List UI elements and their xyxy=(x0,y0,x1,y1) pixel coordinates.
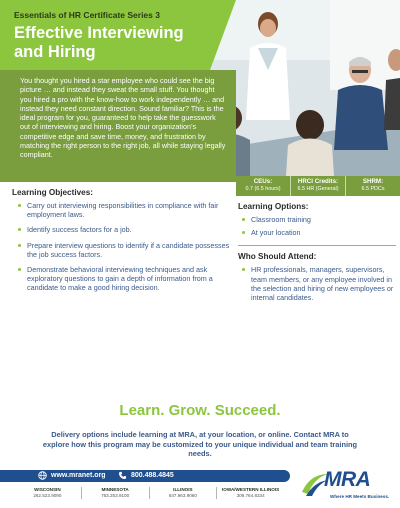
option-text: Classroom training xyxy=(251,215,311,224)
credit-ceus xyxy=(236,176,290,196)
credit-label: HRCI Credits: xyxy=(297,178,339,185)
location-iowa xyxy=(216,487,284,499)
bullet-icon xyxy=(242,268,245,271)
credit-shrm xyxy=(345,176,400,196)
location-phone: 309.764.8334 xyxy=(236,493,265,498)
objectives-heading: Learning Objectives: xyxy=(12,188,93,197)
meeting-photo xyxy=(210,0,400,176)
objective-text: Prepare interview questions to identify if a candidate possesses the job success factors. xyxy=(27,240,230,259)
delivery-text: Delivery options include learning at MRA, at your location, or online. Contact MRA to explore how this program may be customized to your unique individual and team training needs. xyxy=(42,430,358,459)
bullet-icon xyxy=(242,231,245,234)
objective-text: Carry out interviewing responsibilities in compliance with fair employment laws. xyxy=(27,201,219,220)
list-item xyxy=(18,225,230,234)
location-name: ILLINOIS xyxy=(173,487,193,492)
credit-label: SHRM: xyxy=(362,178,384,185)
location-name: WISCONSIN xyxy=(34,487,61,492)
attend-heading: Who Should Attend: xyxy=(238,252,317,262)
credits-bar xyxy=(236,176,400,196)
options-heading: Learning Options: xyxy=(238,202,309,211)
location-name: MINNESOTA xyxy=(101,487,129,492)
objectives-section xyxy=(12,188,230,299)
website-link[interactable] xyxy=(38,471,106,480)
list-item xyxy=(242,228,396,237)
credit-label: CEUs: xyxy=(253,178,273,185)
bullet-icon xyxy=(18,228,21,231)
phone-link[interactable] xyxy=(118,471,174,480)
location-wisconsin xyxy=(14,487,81,499)
attend-text: HR professionals, managers, supervisors, team members, or any employee involved in the selection and hiring of new employees or internal candidates. xyxy=(251,265,394,303)
page-title: Effective Interviewing and Hiring xyxy=(14,24,184,61)
bullet-icon xyxy=(18,268,21,271)
logo-slogan: Where HR Meets Business. xyxy=(330,494,390,499)
credit-value: 0.7 (6.5 hours) xyxy=(245,186,281,192)
logo-text: MRA xyxy=(324,468,371,491)
locations xyxy=(14,487,284,499)
location-phone: 763.253.9100 xyxy=(101,493,130,498)
footer xyxy=(0,470,400,508)
divider xyxy=(238,245,396,246)
location-phone: 847.963.9060 xyxy=(168,493,197,498)
bullet-icon xyxy=(18,244,21,247)
options-list xyxy=(238,215,396,237)
bullet-icon xyxy=(18,204,21,207)
intro-text: You thought you hired a star employee who could see the big picture … and instead they sweat the small stuff. You thought you hired a pro with the know-how to work independently … and instead they need constant direction. Sound familiar? This is the ideal program for you, guaranteed to help take the guesswork out of interviewing and hiring. Boost your organization’s competitive edge and save time, money, and frustration by matching the right person to the right job, all while staying legally compliant. xyxy=(0,70,236,182)
contact-bar xyxy=(0,470,290,482)
location-illinois xyxy=(149,487,217,499)
mra-logo xyxy=(300,468,392,504)
objective-text: Demonstrate behavioral interviewing techniques and ask exploratory questions to gain a depth of information from a candidate to make a good hiring decision. xyxy=(27,265,213,293)
globe-icon xyxy=(38,471,47,480)
credit-value: 6.5 PDCs xyxy=(361,186,385,192)
location-phone: 262.523.9090 xyxy=(33,493,62,498)
objective-text: Identify success factors for a job. xyxy=(27,225,132,235)
list-item xyxy=(242,215,396,224)
website-text: www.mranet.org xyxy=(51,472,106,479)
bullet-icon xyxy=(242,218,245,221)
options-section xyxy=(238,202,396,310)
attend-list xyxy=(238,265,396,302)
list-item xyxy=(18,265,230,293)
location-name: IOWA/WESTERN ILLINOIS xyxy=(222,487,280,492)
location-minnesota xyxy=(81,487,149,499)
option-text: At your location xyxy=(251,228,301,238)
list-item xyxy=(242,265,396,302)
tagline: Learn. Grow. Succeed. xyxy=(119,402,281,419)
credit-hrci xyxy=(290,176,345,196)
title-band xyxy=(0,0,210,70)
list-item xyxy=(18,241,230,259)
objectives-list xyxy=(12,201,230,293)
series-label: Essentials of HR Certificate Series 3 xyxy=(14,10,160,20)
list-item xyxy=(18,201,230,219)
credit-value: 6.5 HR (General) xyxy=(297,186,339,192)
phone-text: 800.488.4845 xyxy=(131,472,174,479)
phone-icon xyxy=(118,471,127,480)
